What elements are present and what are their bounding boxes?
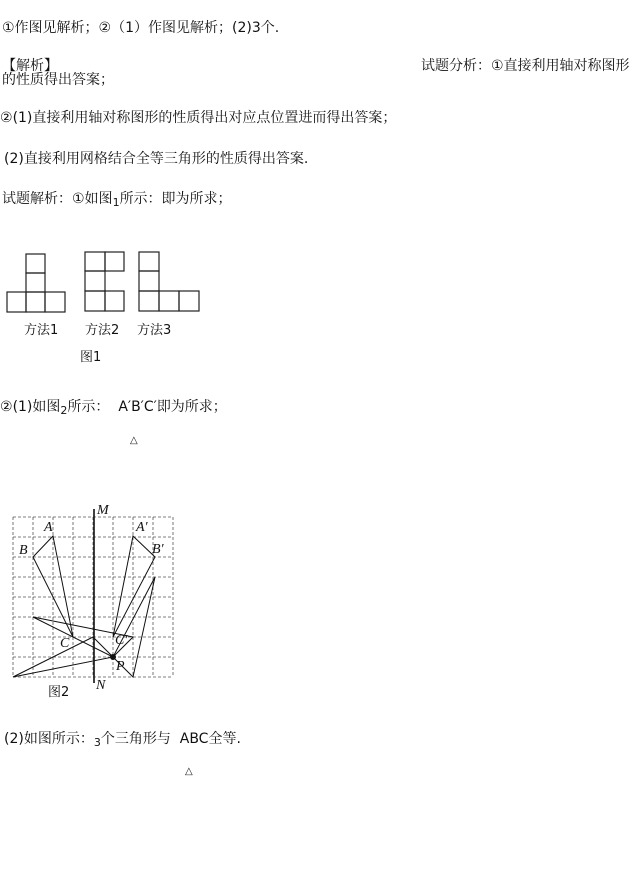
answer-part5: 3个. [251,20,280,36]
part2-1-text-a: 如图 [32,399,61,415]
figure1-caption: 图1 [80,350,102,365]
circle-2: ② [0,110,13,126]
triangle-abc [33,536,73,637]
label-b: B [19,543,28,558]
part2-2-text-a: 如图所示： [23,731,94,747]
solution-fig-num: 1 [112,196,120,209]
part2-2-text-b: 个三角形与 [100,731,171,747]
answer-part3: 作图见解析； [148,20,233,36]
num-1: (1) [12,110,33,126]
triangle-symbol: △ [130,435,138,446]
label-n: N [96,678,106,693]
triangle-name: A′B′C′ [118,399,157,415]
label-a-prime: A′ [136,520,148,535]
label-p: P [116,659,125,674]
num-2: (2) [4,151,24,167]
label-c-prime: C′ [115,633,128,648]
solution-intro-b: 所示：即为所求； [119,191,232,207]
analysis-heading: 【解析】 [2,58,58,74]
part2-1-text-c: 即为所求； [156,399,227,415]
analysis-cont: 的性质得出答案； [2,72,114,88]
method-3-label: 方法3 [137,323,172,338]
method-1-label: 方法1 [24,323,59,338]
label-b-prime: B′ [152,542,164,557]
figure2-caption: 图2 [48,685,70,700]
fig2-grid [13,517,173,677]
label-m: M [97,503,109,518]
analysis-line3-text: 直接利用网格结合全等三角形的性质得出答案. [23,151,309,167]
method-2-label: 方法2 [85,323,120,338]
analysis-right: 试题分析：①直接利用轴对称图形 [421,58,630,74]
answer-part4: (2) [232,20,252,36]
part2-1-fig-num: 2 [60,404,68,417]
num-2: (2) [4,731,24,747]
num-1: (1) [12,399,33,415]
label-c: C [60,636,70,651]
solution-intro-a: 试题解析：①如图 [2,191,113,207]
part2-2-line [4,731,241,748]
answer-part1: ①作图见解析；② [2,20,112,36]
triangle-a1b1c1 [113,536,155,637]
triangle-name: ABC [179,731,209,747]
label-a: A [44,520,53,535]
triangle-symbol: △ [185,766,193,777]
triangle-count: 3 [93,736,101,749]
part2-1-text-b: 所示： [67,399,110,415]
analysis-line2-text: 直接利用轴对称图形的性质得出对应点位置进而得出答案； [32,110,397,126]
answer-part2: （1） [111,20,149,36]
part2-2-text-c: 全等. [208,731,241,747]
circle-2: ② [0,399,13,415]
